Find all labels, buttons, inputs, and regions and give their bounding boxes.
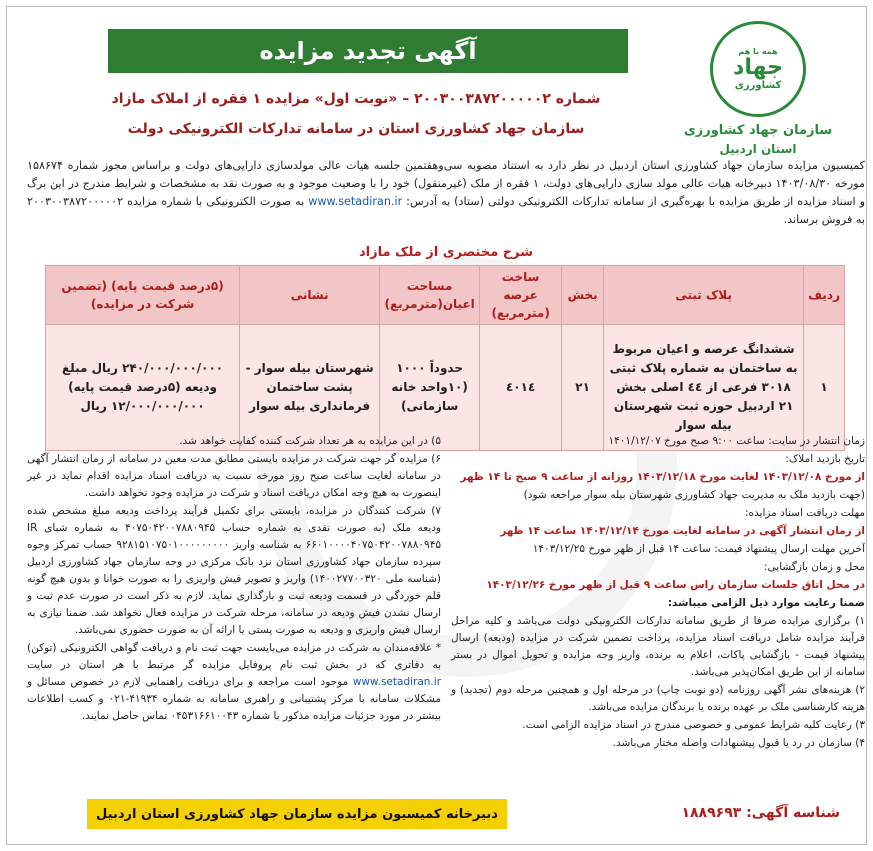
left-column [27, 433, 441, 726]
header-section: بخش [562, 266, 604, 325]
cell-price: ۲۴۰/۰۰۰/۰۰۰/۰۰۰ ریال مبلغ ودیعه (۵درصد قیمت پایه) ۱۲/۰۰۰/۰۰۰/۰۰۰ ریال [46, 325, 240, 451]
condition-item-5: ۵) در این مزایده به هر تعداد شرکت کننده کفایت خواهد شد. [179, 435, 441, 447]
logo-main-text: جهاد [733, 55, 783, 80]
subtitle-line-2: سازمان جهاد کشاورزی استان در سامانه تدارکات الکترونیکی دولت [127, 121, 585, 137]
publish-time: زمان انتشار در سایت: ساعت ۹:۰۰ صبح مورخ ۱۴۰۱/۱۲/۰۷ [608, 435, 865, 447]
logo-sub-text: کشاورزی [734, 80, 782, 91]
visit-dates: از مورخ ۱۴۰۳/۱۲/۰۸ لغایت مورخ ۱۴۰۳/۱۲/۱۸ روزانه از ساعت ۹ صبح تا ۱۴ ظهر [460, 471, 865, 483]
doc-deadline-label: مهلت دریافت اسناد مزایده: [744, 507, 865, 519]
doc-deadline: از زمان انتشار آگهی در سامانه لغایت مورخ ۱۴۰۳/۱۲/۱۴ ساعت ۱۴ ظهر [500, 525, 865, 537]
condition-item-8 [27, 640, 441, 725]
visit-label: تاریخ بازدید املاک: [785, 453, 865, 465]
subtitle-line-1: شماره ۲۰۰۳۰۰۳۸۷۲۰۰۰۰۰۲ – «نوبت اول» مزایده ۱ فقره از املاک مازاد [111, 91, 601, 107]
ad-id: شناسه آگهی: ۱۸۸۹۶۹۳ [681, 805, 840, 821]
organization-logo [668, 21, 848, 156]
offer-deadline: آخرین مهلت ارسال پیشنهاد قیمت: ساعت ۱۴ قبل از ظهر مورخ ۱۴۰۳/۱۲/۲۵ [532, 543, 865, 555]
condition-item-4: ۴) سازمان در رد یا قبول پیشنهادات واصله مختار می‌باشد. [612, 737, 865, 749]
property-table [45, 265, 845, 451]
mandatory-label: ضمنا رعایت موارد ذیل الزامی میباشد: [667, 597, 865, 609]
intro-text: کمیسیون مزایده سازمان جهاد کشاورزی استان اردبیل در نظر دارد به استناد مصوبه سی‌وهفتمین جلسه هیات عالی مولدسازی دارایی‌های دولت و براساس مجوز شماره ۱۵۸۶۷۴ مورخه ۱۴۰۳/۰۸/۳۰ دبیرخانه هیات عالی مولد سازی دارایی‌های دولت، ۱ فقره از ملک (غیرمنقول) خود را با وضعیت موجود و به صورت نقد به مشخصات و شرایط مندرج در این برگ و اسناد مزایده از طریق مزایده با بهره‌گیری از سامانه تدارکات الکترونیکی دولتی (ستاد) به آدرس: [27, 159, 865, 208]
logo-emblem [710, 21, 806, 117]
condition-item-2: ۲) هزینه‌های نشر آگهی روزنامه (دو نوبت چاپ) در مرحله اول و همچنین مرحله دوم (تجدید) و هزینه کارشناسی ملک بر عهده برنده یا برندگان مزایده می‌باشد. [451, 684, 865, 713]
condition-item-3: ۳) رعایت کلیه شرایط عمومی و خصوصی مندرج در اسناد مزایده الزامی است. [522, 719, 865, 731]
header-building-area: مساحت اعیان(مترمربع) [380, 266, 480, 325]
header-plate: پلاک ثبتی [604, 266, 804, 325]
cell-row-no: ۱ [804, 325, 845, 451]
condition-item-6: ۶) مزایده گر جهت شرکت در مزایده بایستی مطابق مدت معین در سامانه از زمان انتشار آگهی در سامانه لغایت ساعت صبح روز مورخه نسبت به دریافت اسناد مزایده اقدام نماید در غیر اینصورت به هیچ وجه امکان دریافت اسناد و شرکت در مزایده وجود نخواهد داشت. [27, 453, 441, 499]
intro-paragraph [27, 157, 865, 229]
header-address: نشانی [240, 266, 380, 325]
intro-text-end: به صورت الکترونیکی با شماره مزایده ۲۰۰۳۰۰۳۸۷۲۰۰۰۰۰۲ به فروش برساند. [27, 195, 865, 226]
cell-plate: ششدانگ عرصه و اعیان مربوط به ساختمان به شماره پلاک ثبتی ۳۰۱۸ فرعی از ٤٤ اصلی بخش ۲۱ اردبیل حوزه ثبت شهرستان بیله سوار [604, 325, 804, 451]
visit-note: (جهت بازدید ملک به مدیریت جهاد کشاورزی شهرستان بیله سوار مراجعه شود) [523, 489, 865, 501]
table-header-row [46, 266, 845, 325]
cell-land-area: ٤٠١٤ [480, 325, 562, 451]
condition-item-1: ۱) برگزاری مزایده صرفا از طریق سامانه تدارکات الکترونیکی دولت می‌باشد و کلیه مراحل فرآیند مزایده شامل دریافت اسناد مزایده، پرداخت تضمین شرکت در مزایده (ودیعه) ارسال پیشنهاد قیمت - بازگشایی پاکات، اعلام به برنده، واریز وجه مزایده و تحویل اموال در بستر سامانه از این طریق امکان‌پذیر می‌باشد. [451, 615, 865, 678]
section-title: شرح مختصری از ملک مازاد [358, 245, 534, 260]
cell-address: شهرستان بیله سوار - پشت ساختمان فرمانداری بیله سوار [240, 325, 380, 451]
secretariat-bar: دبیرخانه کمیسیون مزایده سازمان جهاد کشاورزی استان اردبیل [87, 799, 507, 829]
logo-org-name: سازمان جهاد کشاورزی [683, 123, 833, 138]
intro-url-link[interactable]: www.setadiran.ir [308, 195, 403, 208]
logo-top-text: همه با هم [738, 47, 778, 56]
item8-text-end: موجود است مراجعه و برای دریافت راهنمایی لازم در خصوص مسائل و مشکلات سامانه با مرکز پشتیبانی و راهبری سامانه به شماره ۴۱۹۳۴-۰۲۱ و کسب اطلاعات بیشتر در مورد جزئیات مزایده مذکور با شماره ۰۴۵۳۱۶۶۱۰۰۴۳ تماس حاصل نمایند. [27, 676, 441, 722]
opening-label: محل و زمان بازگشایی: [763, 561, 865, 573]
right-column [451, 433, 865, 753]
logo-city: استان اردبیل [719, 142, 797, 156]
item8-url-link[interactable]: www.setadiran.ir [352, 676, 442, 688]
header-land-area: ساخت عرصه (مترمربع) [480, 266, 562, 325]
conditions-area [27, 433, 865, 793]
header-price: (۵درصد قیمت پایه) (تضمین شرکت در مزایده) [46, 266, 240, 325]
opening-time: در محل اتاق جلسات سازمان راس ساعت ۹ قبل از ظهر مورخ ۱۴۰۳/۱۲/۲۶ [486, 579, 865, 591]
header-row-no: ردیف [804, 266, 845, 325]
notice-frame [6, 6, 867, 845]
cell-section: ۲۱ [562, 325, 604, 451]
cell-building-area: حدوداً ۱۰۰۰ (۱۰واحد خانه سازمانی) [380, 325, 480, 451]
item8-text-start: * علاقه‌مندان به شرکت در مزایده می‌بایست جهت ثبت نام و دریافت گواهی الکترونیکی (توکن) به دفاتری که در بخش ثبت نام پروفایل مزایده گر مرتبط با هر استان در سایت [27, 642, 441, 671]
banner-title: آگهی تجدید مزایده [108, 29, 628, 73]
condition-item-7: ۷) شرکت کنندگان در مزایده، بایستی برای تکمیل فرآیند پرداخت ودیعه مبلغ مشخص شده ودیعه ملک (به صورت نقدی به شماره حساب ۴۰۷۵۰۴۲۰۰۷۸۸۰۹۴۵ به شماره شبای IR ۶۶۰۱۰۰۰۰۴۰۷۵۰۴۲۰۰۷۸۸۰۹۴۵ به شناسه واریز ۹۲۸۱۵۱۰۷۵۰۱۰۰۰۰۰۰۰۰۰ حساب تمرکز وجوه سپرده سازمان جهاد کشاورزی استان نزد بانک مرکزی در وجه سازمان جهاد کشاورزی اردبیل (شناسه ملی ۱۴۰۰۲۷۷۰۰۳۲۰) واریز و تصویر فیش واریزی را به صورت خوانا و بدون هیچ گونه قلم خوردگی در قسمت ودیعه ثبت و بارگذاری نماید. لازم به ذکر است در صورت عدم ثبت و ارسال نشدن فیش ودیعه در سامانه، مرحله شرکت در مزایده فعال نخواهد شد. ضمنا نیازی به ارسال فیش واریزی و ودیعه به صورت پستی یا ارائه آن به صورت حضوری نمی‌باشد. [27, 505, 441, 636]
table-row [46, 325, 845, 451]
